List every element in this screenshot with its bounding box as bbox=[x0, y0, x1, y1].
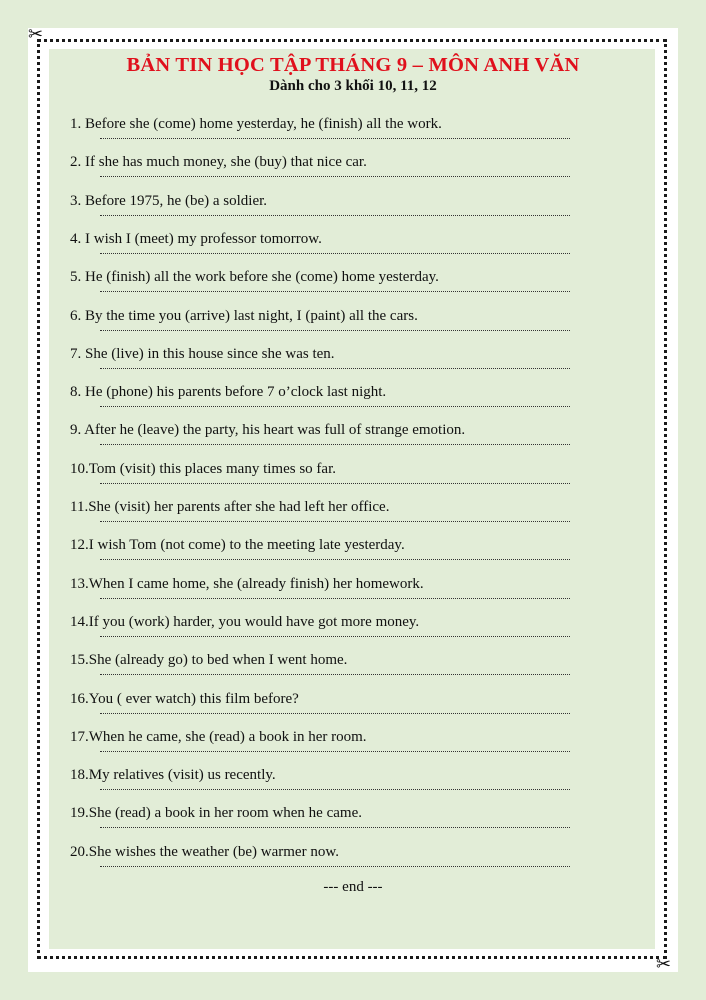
answer-line[interactable] bbox=[100, 330, 570, 331]
answer-line[interactable] bbox=[100, 521, 570, 522]
question-item bbox=[70, 729, 590, 767]
page-title: BẢN TIN HỌC TẬP THÁNG 9 – MÔN ANH VĂN bbox=[126, 54, 580, 76]
answer-line[interactable] bbox=[100, 827, 570, 828]
question-text: 4. I wish I (meet) my professor tomorrow. bbox=[70, 230, 322, 247]
question-item bbox=[70, 805, 590, 843]
answer-line[interactable] bbox=[100, 636, 570, 637]
answer-line[interactable] bbox=[100, 176, 570, 177]
question-text: 19.She (read) a book in her room when he came. bbox=[70, 805, 362, 822]
answer-line[interactable] bbox=[100, 138, 570, 139]
answer-line[interactable] bbox=[100, 559, 570, 560]
answer-line[interactable] bbox=[100, 674, 570, 675]
question-text: 17.When he came, she (read) a book in her room. bbox=[70, 728, 367, 745]
question-text: 15.She (already go) to bed when I went home. bbox=[70, 652, 348, 669]
question-item bbox=[70, 767, 590, 805]
question-item bbox=[70, 652, 590, 690]
question-item bbox=[70, 154, 590, 192]
question-item bbox=[70, 691, 590, 729]
question-item bbox=[70, 844, 590, 882]
question-text: 13.When I came home, she (already finish) her homework. bbox=[70, 575, 424, 592]
question-text: 3. Before 1975, he (be) a soldier. bbox=[70, 192, 268, 209]
question-text: 16.You ( ever watch) this film before? bbox=[70, 690, 299, 707]
question-text: 14.If you (work) harder, you would have got more money. bbox=[70, 613, 420, 630]
question-item bbox=[70, 576, 590, 614]
question-text: 9. After he (leave) the party, his heart was full of strange emotion. bbox=[70, 422, 466, 439]
question-item bbox=[70, 269, 590, 307]
answer-line[interactable] bbox=[100, 866, 570, 867]
question-text: 11.She (visit) her parents after she had left her office. bbox=[70, 499, 390, 515]
question-item bbox=[70, 193, 590, 231]
answer-line[interactable] bbox=[100, 406, 570, 407]
answer-line[interactable] bbox=[100, 444, 570, 445]
question-text: 18.My relatives (visit) us recently. bbox=[70, 767, 276, 784]
question-item bbox=[70, 461, 590, 499]
question-item bbox=[70, 422, 590, 460]
question-item bbox=[70, 231, 590, 269]
end-marker: --- end --- bbox=[323, 879, 383, 895]
answer-line[interactable] bbox=[100, 789, 570, 790]
question-item bbox=[70, 499, 590, 537]
question-text: 20.She wishes the weather (be) warmer now. bbox=[70, 843, 339, 860]
question-item bbox=[70, 384, 590, 422]
answer-line[interactable] bbox=[100, 253, 570, 254]
question-text: 5. He (finish) all the work before she (come) home yesterday. bbox=[70, 269, 439, 286]
scissors-icon: ✂ bbox=[656, 954, 672, 975]
question-item bbox=[70, 308, 590, 346]
scissors-icon: ✂ bbox=[28, 24, 44, 45]
question-text: 6. By the time you (arrive) last night, I (paint) all the cars. bbox=[70, 307, 418, 324]
question-text: 2. If she has much money, she (buy) that nice car. bbox=[70, 154, 367, 171]
answer-line[interactable] bbox=[100, 713, 570, 714]
answer-line[interactable] bbox=[100, 751, 570, 752]
answer-line[interactable] bbox=[100, 291, 570, 292]
question-item bbox=[70, 346, 590, 384]
question-item bbox=[70, 116, 590, 154]
answer-line[interactable] bbox=[100, 215, 570, 216]
question-item bbox=[70, 537, 590, 575]
question-text: 1. Before she (come) home yesterday, he (finish) all the work. bbox=[70, 116, 442, 132]
question-text: 8. He (phone) his parents before 7 o’clock last night. bbox=[70, 384, 387, 401]
question-text: 10.Tom (visit) this places many times so far. bbox=[70, 460, 336, 477]
answer-line[interactable] bbox=[100, 598, 570, 599]
page-subtitle: Dành cho 3 khối 10, 11, 12 bbox=[269, 78, 437, 94]
question-text: 7. She (live) in this house since she was ten. bbox=[70, 345, 335, 362]
answer-line[interactable] bbox=[100, 368, 570, 369]
answer-line[interactable] bbox=[100, 483, 570, 484]
question-item bbox=[70, 614, 590, 652]
question-text: 12.I wish Tom (not come) to the meeting late yesterday. bbox=[70, 537, 405, 554]
